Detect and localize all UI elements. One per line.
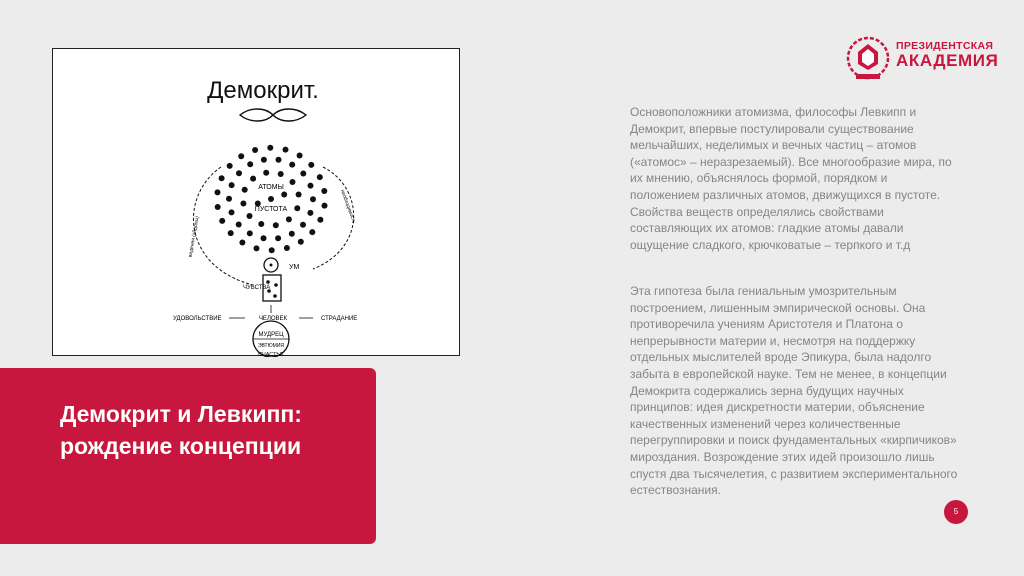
label-pleasure: УДОВОЛЬСТВИЕ — [173, 316, 222, 322]
atom-dot — [219, 218, 225, 224]
atom-dot — [290, 179, 296, 185]
atom-dot — [215, 204, 221, 210]
atom-dot — [226, 196, 232, 202]
atom-dot — [321, 188, 327, 194]
atom-dot — [247, 161, 253, 167]
atom-dot — [247, 230, 253, 236]
body-paragraph-1: Основоположники атомизма, философы Левкипп и Демокрит, впервые постулировали существование мельчайших, неделимых и вечных частиц – атомов («атомос» – неразрезаемый). Все многообразие мира, по их мнению, объяснялось формой, порядком и положением различных атомов, движущихся в пустоте. Свойства веществ определялись свойствами составляющих их атомов: гладкие атомы давали ощущение сладкого, крючковатые – терпкого и т.д — [630, 105, 952, 252]
atom-dot — [322, 203, 328, 209]
atom-dot — [294, 205, 300, 211]
atom-dot — [228, 230, 234, 236]
atom-dot — [236, 222, 242, 228]
atom-dot — [283, 147, 289, 153]
atom-dot — [276, 157, 282, 163]
slide-title-box — [0, 368, 376, 544]
atom-dot — [278, 171, 284, 177]
atom-dot — [309, 229, 315, 235]
atom-dot — [239, 240, 245, 246]
atom-dot — [240, 201, 246, 207]
atom-dot — [227, 163, 233, 169]
atom-dot — [284, 245, 290, 251]
atom-dot — [298, 239, 304, 245]
academy-emblem-icon — [846, 30, 894, 86]
atom-dot — [229, 182, 235, 188]
atom-dot — [308, 183, 314, 189]
atom-dot — [236, 170, 242, 176]
figure-title: Демокрит. — [207, 77, 319, 104]
atom-dot — [297, 153, 303, 159]
atom-dot — [289, 162, 295, 168]
body-paragraph-2: Эта гипотеза была гениальным умозрительным построением, лишенным эмпирической основы. Она противоречила учениям Аристотеля и Платона о непрерывности материи и, несмотря на поддержку отдельных мыслителей вроде Эпикура, была надолго забыта в европейской науке. Тем не менее, в концепции Демокрита содержались зерна будущих научных принципов: идея дискретности материи, объяснение качественных изменений через количественные перегруппировки и поиск фундаментальных «кирпичиков» мироздания. Возрождение этих идей произошло лишь спустя два тысячелетия, с развитием экспериментального естествознания. — [630, 284, 958, 498]
atom-dot — [247, 213, 253, 219]
label-arc-right: необходимость — [339, 188, 357, 225]
slide-title: Демокрит и Левкипп: рождение концепции — [60, 401, 302, 459]
atom-dot — [296, 192, 302, 198]
label-mind: УМ — [289, 264, 300, 271]
atom-dot — [229, 209, 235, 215]
atom-dot — [300, 222, 306, 228]
infinity-icon — [240, 109, 306, 121]
atom-dot — [215, 189, 221, 195]
label-euthymia: ЭВТЮМИЯ — [257, 343, 285, 349]
atom-dot — [238, 153, 244, 159]
atom-dot — [263, 170, 269, 176]
atom-dot — [261, 157, 267, 163]
label-arc-left: видения (эйдолы) — [187, 215, 201, 258]
atom-dots — [215, 145, 328, 254]
logo-line-2: АКАДЕМИЯ — [896, 51, 999, 70]
left-arc — [193, 167, 253, 285]
atom-dot — [317, 217, 323, 223]
atom-dot — [300, 171, 306, 177]
atom-dot — [250, 176, 256, 182]
atom-dot — [275, 235, 281, 241]
atom-dot — [273, 222, 279, 228]
atom-dot — [286, 216, 292, 222]
label-sage: МУДРЕЦ — [258, 332, 284, 338]
atom-dot — [308, 162, 314, 168]
page-number: 5 — [944, 500, 968, 524]
atom-dot — [254, 245, 260, 251]
atom-dot — [268, 196, 274, 202]
atom-dot — [310, 196, 316, 202]
label-atoms: АТОМЫ — [258, 184, 284, 191]
atomism-diagram — [163, 107, 393, 357]
atom-dot — [317, 174, 323, 180]
atom-dot — [261, 235, 267, 241]
academy-logo — [846, 30, 999, 86]
label-happiness: СЧАСТЬЕ — [258, 352, 284, 357]
atom-dot — [242, 187, 248, 193]
atom-dot — [258, 221, 264, 227]
logo-line-1: ПРЕЗИДЕНТСКАЯ — [896, 40, 994, 52]
atom-dot — [219, 175, 225, 181]
atom-dot — [269, 247, 275, 253]
label-suffering: СТРАДАНИЕ — [321, 316, 358, 322]
label-senses: ЧУВСТВА — [243, 285, 271, 291]
atom-dot — [281, 192, 287, 198]
atom-dot — [267, 145, 273, 151]
democritus-figure — [52, 48, 460, 356]
label-human: ЧЕЛОВЕК — [258, 316, 288, 322]
label-void: ПУСТОТА — [254, 206, 288, 213]
atom-dot — [289, 231, 295, 237]
atom-dot — [252, 147, 258, 153]
atom-dot — [307, 210, 313, 216]
